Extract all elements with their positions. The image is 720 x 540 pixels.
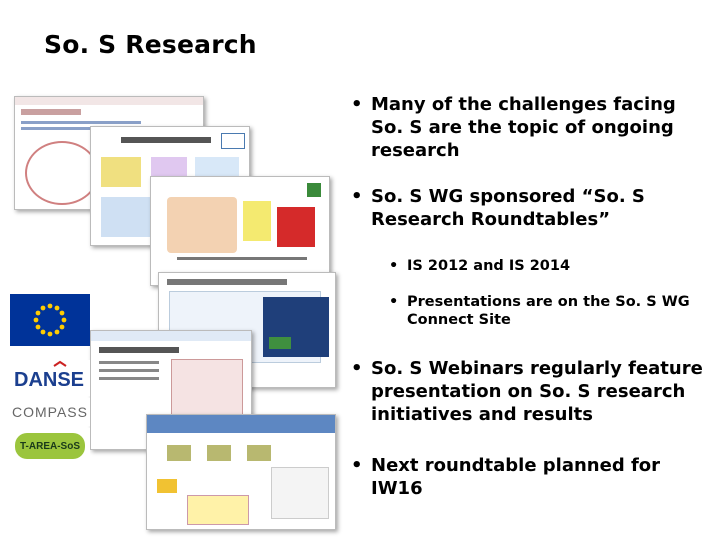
eu-flag-logo [10,294,90,346]
sub-bullet-presentations: • Presentations are on the So. S WG Connect Site [373,293,705,329]
danse-logo [10,360,90,396]
compass-logo [10,398,90,426]
research-slide-thumbnail-6 [146,414,336,530]
eu-flag-icon [10,294,90,346]
t-area-sos-logo-text: T-AREA-SoS [20,440,80,452]
sub-bullet-is-years: • IS 2012 and IS 2014 [373,257,705,275]
research-slide-thumbnail-3 [150,176,330,286]
bullet-challenges: • Many of the challenges facing So. S are the topic of ongoing research [345,93,705,162]
danse-logo-text: DANSE [14,369,85,391]
t-area-sos-logo [10,428,90,464]
slide-title: So. S Research [44,30,257,59]
bullet-roundtables: • So. S WG sponsored “So. S Research Roundtables” [345,185,705,231]
bullet-next-roundtable: • Next roundtable planned for IW16 [345,454,705,500]
bullet-webinars: • So. S Webinars regularly feature presentation on So. S research initiatives and results [345,357,705,426]
compass-logo-text: COMPASS [12,404,88,420]
bullet-list [345,93,705,500]
